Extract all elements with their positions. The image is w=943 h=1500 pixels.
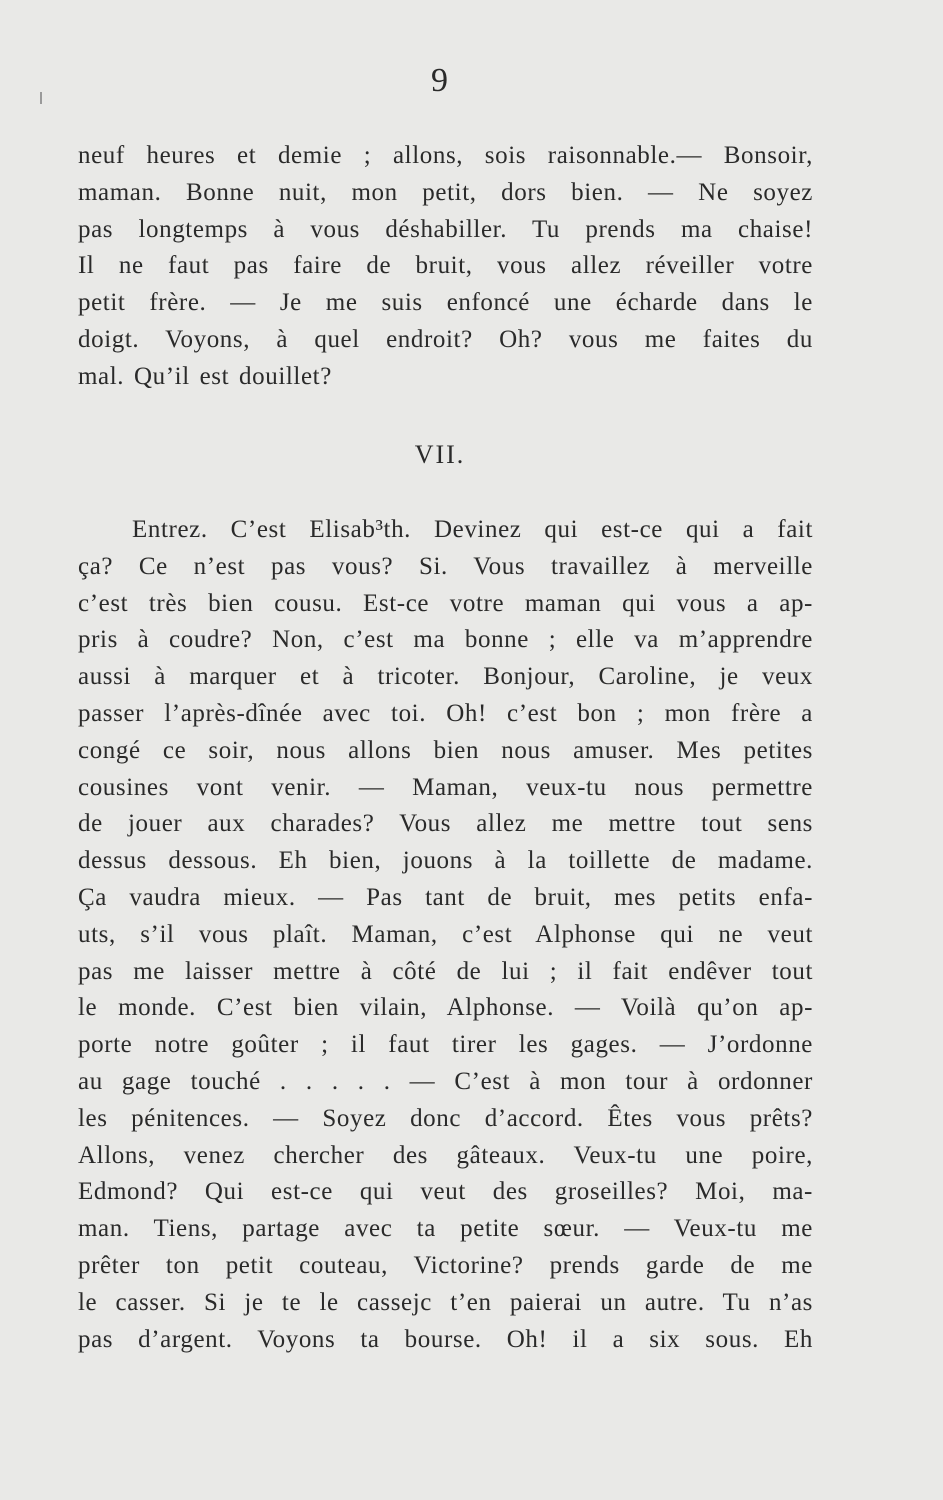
text-line: doigt. Voyons, à quel endroit? Oh? vous me faites du	[78, 325, 813, 353]
text-line: dessus dessous. Eh bien, jouons à la toillette de madame.	[78, 847, 813, 875]
text-line: pas me laisser mettre à côté de lui ; il fait endêver tout	[78, 957, 813, 985]
text-line: uts, s’il vous plaît. Maman, c’est Alphonse qui ne veut	[78, 920, 813, 948]
text-line: pas longtemps à vous déshabiller. Tu prends ma chaise!	[78, 215, 813, 243]
text-line: man. Tiens, partage avec ta petite sœur. — Veux-tu me	[78, 1215, 813, 1243]
section-heading: VII.	[414, 440, 466, 469]
text-line: le monde. C’est bien vilain, Alphonse. — Voilà qu’on ap-	[78, 994, 813, 1022]
text-line: pris à coudre? Non, c’est ma bonne ; elle va m’apprendre	[78, 626, 813, 654]
text-line: c’est très bien cousu. Est-ce votre maman qui vous a ap-	[78, 589, 813, 617]
text-line: neuf heures et demie ; allons, sois raisonnable.— Bonsoir,	[78, 142, 813, 169]
text-line: mal. Qu’il est douillet?	[78, 362, 332, 390]
text-line: pas d’argent. Voyons ta bourse. Oh! il a six sous. Eh	[78, 1325, 813, 1353]
text-line: maman. Bonne nuit, mon petit, dors bien. — Ne soyez	[78, 178, 813, 206]
text-line: Il ne faut pas faire de bruit, vous allez réveiller votre	[78, 252, 813, 280]
text-line: congé ce soir, nous allons bien nous amuser. Mes petites	[78, 736, 813, 764]
text-line: au gage touché . . . . . — C’est à mon tour à ordonner	[78, 1067, 813, 1095]
paragraph-section-vii	[78, 512, 813, 1358]
text-line: cousines vont venir. — Maman, veux-tu nous permettre	[78, 773, 813, 801]
text-line: prêter ton petit couteau, Victorine? prends garde de me	[78, 1251, 813, 1279]
page-number: 9	[431, 62, 449, 99]
text-line: de jouer aux charades? Vous allez me mettre tout sens	[78, 810, 813, 838]
text-line: Ça vaudra mieux. — Pas tant de bruit, mes petits enfa-	[78, 883, 813, 911]
text-line: Edmond? Qui est-ce qui veut des groseilles? Moi, ma-	[78, 1178, 813, 1206]
text-line: passer l’après-dînée avec toi. Oh! c’est bon ; mon frère a	[78, 699, 813, 727]
paragraph-continuation	[78, 138, 813, 396]
text-line: ça? Ce n’est pas vous? Si. Vous travaillez à merveille	[78, 552, 813, 580]
text-line: le casser. Si je te le cassejc t’en paierai un autre. Tu n’as	[78, 1288, 813, 1316]
text-line: petit frère. — Je me suis enfoncé une écharde dans le	[78, 289, 813, 317]
text-line: porte notre goûter ; il faut tirer les gages. — J’ordonne	[78, 1031, 813, 1059]
text-line: aussi à marquer et à tricoter. Bonjour, Caroline, je veux	[78, 663, 813, 691]
text-line: les pénitences. — Soyez donc d’accord. Êtes vous prêts?	[78, 1104, 813, 1132]
text-line: Entrez. C’est Elisab³th. Devinez qui est-ce qui a fait	[132, 516, 813, 543]
text-line: Allons, venez chercher des gâteaux. Veux-tu une poire,	[78, 1141, 813, 1169]
